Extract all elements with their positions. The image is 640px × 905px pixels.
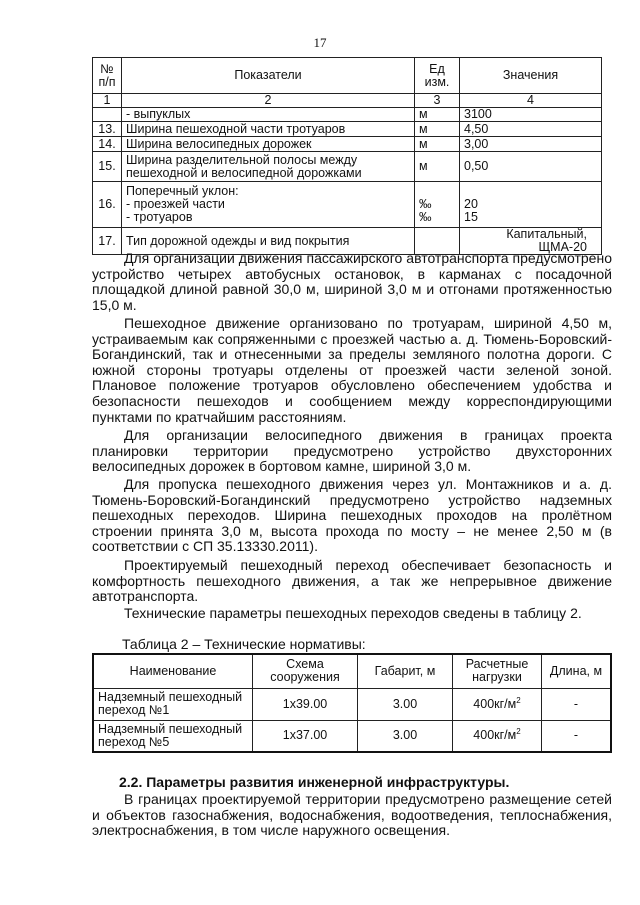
- indicator-line: - тротуаров: [126, 210, 193, 224]
- crossing-load: [453, 688, 542, 720]
- paragraph-bus-stops: Для организации движения пассажирского автотранспорта предусмотрено устройство четырех автобусных остановок, в карманах с посадочной площадкой длиной равной 30,0 м, шириной 3,0 м и отгонами протяженностью 15,0 м.: [92, 250, 612, 313]
- row-num: 14.: [93, 137, 122, 152]
- crossing-scheme: 1х39.00: [253, 688, 358, 720]
- col-number: 2: [122, 94, 415, 108]
- table-row: [93, 688, 611, 720]
- unit-line: ‰: [419, 210, 432, 224]
- paragraph-sidewalks: Пешеходное движение организовано по тротуарам, шириной 4,50 м, устраиваемым как сопряженными с проезжей частью а. д. Тюмень-Боровский-Богандинский, так и отнесенными за пределы земляного полотна дороги. С южной стороны тротуары отделены от проезжей части зеленой зоной. Плановое положение тротуаров обусловлено обеспечением удобства и безопасности пешеходов и сообщением между корреспондирующими пунктами по кратчайшим расстояниям.: [92, 315, 612, 425]
- indicator-line: - проезжей части: [126, 197, 225, 211]
- indicator-line: Поперечный уклон:: [126, 184, 239, 198]
- crossing-gabarit: 3.00: [358, 720, 453, 752]
- row-num: 13.: [93, 122, 122, 137]
- section-heading: 2.2. Параметры развития инженерной инфраструктуры.: [119, 774, 510, 790]
- row-num: 16.: [93, 182, 122, 228]
- row-num: 15.: [93, 152, 122, 182]
- row-value: 3100: [460, 108, 602, 122]
- header-name: Наименование: [93, 654, 253, 688]
- row-unit: м: [415, 108, 460, 122]
- indicators-table: [92, 57, 602, 255]
- table-row: [93, 122, 602, 137]
- table-row: [93, 182, 602, 228]
- row-unit: м: [415, 122, 460, 137]
- row-num: 17.: [93, 228, 122, 255]
- row-indicator: Ширина пешеходной части тротуаров: [122, 122, 415, 137]
- header-load: Расчетные нагрузки: [453, 654, 542, 688]
- paragraph-bicycle: Для организации велосипедного движения в границах проекта планировки территории предусмотрено устройство двухсторонних велосипедных дорожек в бортовом камне, шириной 3,0 м.: [92, 427, 612, 475]
- crossing-length: -: [542, 720, 612, 752]
- header-gabarit: Габарит, м: [358, 654, 453, 688]
- table-row: [93, 152, 602, 182]
- paragraph-safety: Проектируемый пешеходный переход обеспечивает безопасность и комфортность пешеходного движения, а так же непрерывное движение автотранспорта.: [92, 557, 612, 605]
- header-unit: Ед изм.: [415, 58, 460, 94]
- crossing-gabarit: 3.00: [358, 688, 453, 720]
- crossing-length: -: [542, 688, 612, 720]
- row-unit: м: [415, 137, 460, 152]
- col-number: 1: [93, 94, 122, 108]
- row-indicator: Ширина велосипедных дорожек: [122, 137, 415, 152]
- table-row: [93, 137, 602, 152]
- row-value: 0,50: [460, 152, 602, 182]
- value-line: 15: [464, 210, 478, 224]
- crossing-name: Надземный пешеходный переход №5: [93, 720, 253, 752]
- row-unit: м: [415, 152, 460, 182]
- row-indicator: [122, 182, 415, 228]
- header-indicator: Показатели: [122, 58, 415, 94]
- load-value: 400кг/м: [473, 696, 517, 711]
- crossings-table: [92, 653, 612, 753]
- table-row: [93, 720, 611, 752]
- header-scheme: Схема сооружения: [253, 654, 358, 688]
- row-indicator: Тип дорожной одежды и вид покрытия: [122, 228, 415, 255]
- crossing-load: [453, 720, 542, 752]
- value-line: 20: [464, 197, 478, 211]
- crossing-scheme: 1х37.00: [253, 720, 358, 752]
- row-value: Капитальный, ЩМА-20: [460, 228, 602, 255]
- section-text: В границах проектируемой территории предусмотрено размещение сетей и объектов газоснабжения, водоснабжения, водоотведения, теплоснабжения, электроснабжения, в том числе наружного освещения.: [92, 791, 612, 839]
- row-indicator: Ширина разделительной полосы между пешеходной и велосипедной дорожками: [122, 152, 415, 182]
- header-length: Длина, м: [542, 654, 612, 688]
- col-number: 4: [460, 94, 602, 108]
- paragraph-table-ref: Технические параметры пешеходных переходов сведены в таблицу 2.: [124, 605, 582, 621]
- unit-line: ‰: [419, 197, 432, 211]
- load-value: 400кг/м: [473, 728, 517, 743]
- row-unit: [415, 182, 460, 228]
- col-number: 3: [415, 94, 460, 108]
- paragraph-crossings: Для пропуска пешеходного движения через ул. Монтажников и а. д. Тюмень-Боровский-Богандинский предусмотрено устройство надземных пешеходных переходов. Ширина пешеходных проходов на пролётном строении принята 3,0 м, высота прохода по мосту – не менее 2,50 м (в соответствии с СП 35.13330.2011).: [92, 476, 612, 555]
- header-num: № п/п: [93, 58, 122, 94]
- load-superscript: 2: [516, 695, 521, 705]
- page-number: 17: [313, 35, 327, 50]
- row-value: 3,00: [460, 137, 602, 152]
- header-value: Значения: [460, 58, 602, 94]
- row-num: [93, 108, 122, 122]
- crossing-name: Надземный пешеходный переход №1: [93, 688, 253, 720]
- load-superscript: 2: [516, 727, 521, 737]
- table-header-row: [93, 654, 611, 688]
- column-number-row: [93, 94, 602, 108]
- table-header-row: [93, 58, 602, 94]
- row-indicator: - выпуклых: [122, 108, 415, 122]
- table2-caption: Таблица 2 – Технические нормативы:: [122, 636, 366, 652]
- row-value: [460, 182, 602, 228]
- table-row: [93, 108, 602, 122]
- row-value: 4,50: [460, 122, 602, 137]
